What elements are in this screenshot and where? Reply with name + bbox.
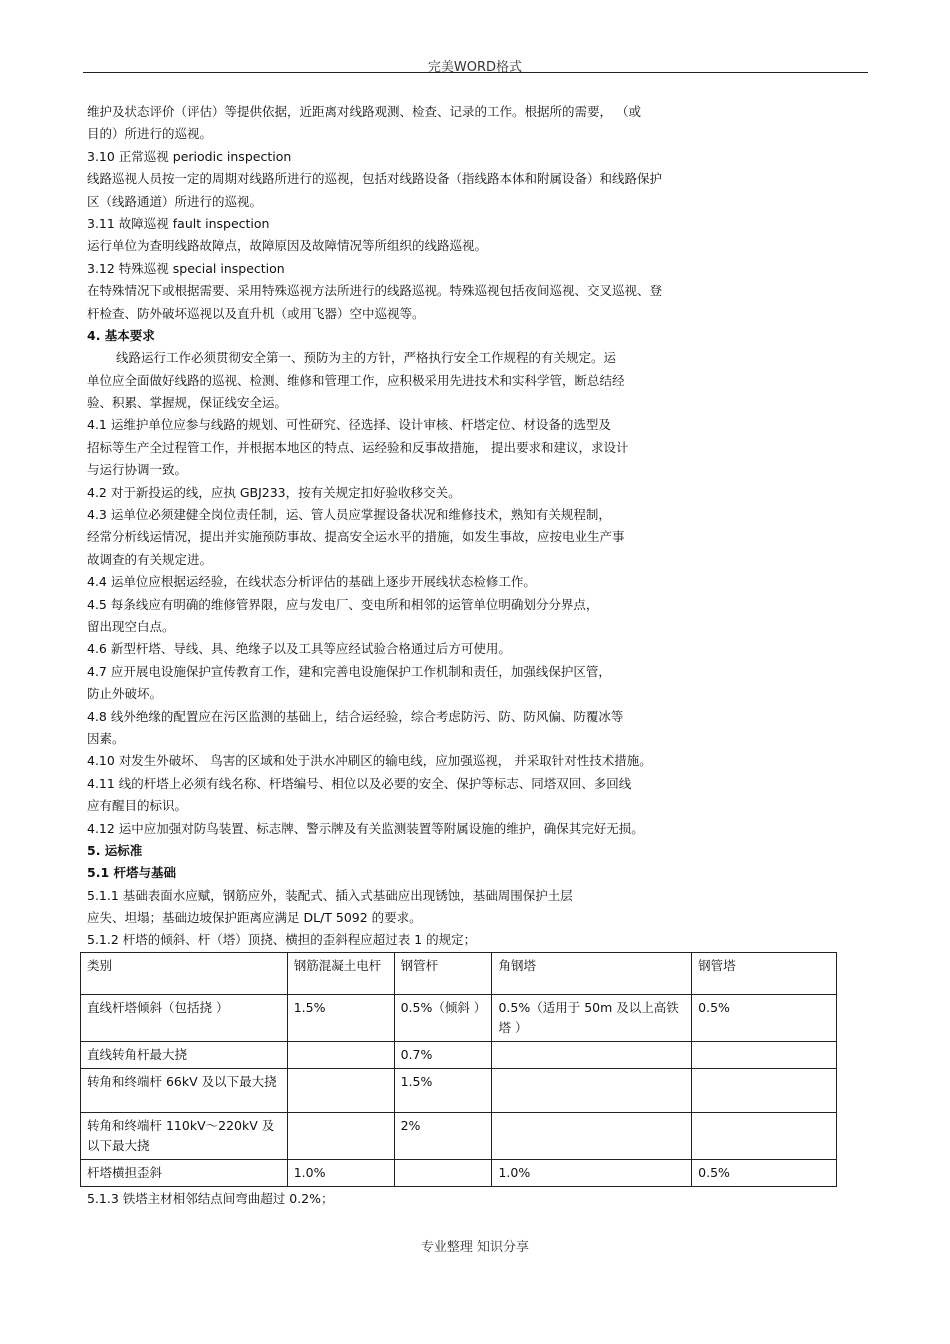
table-header-cell: 类别 [81,952,288,994]
chapter-heading: 4. 基本要求 [87,327,155,343]
text-line: 经常分析线运情况，提出并实施预防事故、提高安全运水平的措施，如发生事故，应按电业生产事 [87,529,625,545]
text-line: 4.8 线外绝缘的配置应在污区监测的基础上，结合运经验，综合考虑防污、防、防风偏、防覆冰等 [87,708,624,724]
table-header-cell: 钢管塔 [692,952,837,994]
table-cell: 转角和终端杆 66kV 及以下最大挠 [81,1068,288,1112]
table-cell: 杆塔横担歪斜 [81,1159,288,1186]
header-rule [83,72,868,73]
text-line: 4.6 新型杆塔、导线、具、绝缘子以及工具等应经试验合格通过后方可使用。 [87,641,511,657]
text-line: 杆检查、防外破坏巡视以及直升机（或用飞器）空中巡视等。 [87,305,425,321]
table-row [81,994,837,1041]
text-line: 防止外破坏。 [87,686,163,702]
table-cell [692,1041,837,1068]
table-header-row [81,952,837,994]
section-heading: 3.11 故障巡视 fault inspection [87,215,270,231]
text-line: 线路运行工作必须贯彻安全第一、预防为主的方针，严格执行安全工作规程的有关规定。运 [116,350,617,366]
table-cell: 直线转角杆最大挠 [81,1041,288,1068]
text-line: 4.3 运单位必须建健全岗位责任制，运、管人员应掌握设备状况和维修技术，熟知有关规程制， [87,507,611,523]
table-cell [287,1068,394,1112]
text-line: 4.12 运中应加强对防鸟装置、标志牌、警示牌及有关监测装置等附属设施的维护，确保其完好无损。 [87,820,644,836]
chapter-heading: 5. 运标准 [87,842,143,858]
section-heading: 5.1 杆塔与基础 [87,865,176,881]
text-line: 区（线路通道）所进行的巡视。 [87,193,263,209]
table-row [81,1068,837,1112]
table-cell: 0.5%（适用于 50m 及以上高铁塔 ） [492,994,692,1041]
text-line: 4.7 应开展电设施保护宣传教育工作，建和完善电设施保护工作机制和责任，加强线保护区管， [87,663,611,679]
table-caption: 5.1.2 杆塔的倾斜、杆（塔）顶挠、横担的歪斜程应超过表 1 的规定； [87,932,477,948]
table-cell: 1.0% [492,1159,692,1186]
table-cell: 0.5% [692,1159,837,1186]
table-row [81,1159,837,1186]
table-row [81,1041,837,1068]
text-line: 验、积累、掌握规，保证线安全运。 [87,395,288,411]
table-cell [492,1068,692,1112]
text-line: 维护及状态评价（评估）等提供依据，近距离对线路观测、检查、记录的工作。根据所的需要， （或 [87,104,641,119]
table-cell: 0.7% [394,1041,492,1068]
table-cell [692,1068,837,1112]
text-line: 4.5 每条线应有明确的维修管界限，应与发电厂、变电所和相邻的运管单位明确划分分界点， [87,596,599,612]
tolerance-table [80,952,837,1187]
text-line: 在特殊情况下或根据需要、采用特殊巡视方法所进行的线路巡视。特殊巡视包括夜间巡视、交叉巡视、登 [87,283,663,299]
text-line: 5.1.3 铁塔主材相邻结点间弯曲超过 0.2%； [87,1190,334,1206]
table-cell: 1.5% [287,994,394,1041]
text-line: 单位应全面做好线路的巡视、检测、维修和管理工作，应积极采用先进技术和实科学管，断总结经 [87,372,625,388]
text-line: 4.2 对于新投运的线，应执 GBJ233，按有关规定扣好验收移交关。 [87,484,461,500]
table-cell: 1.0% [287,1159,394,1186]
text-line: 5.1.1 基础表面水应赋，钢筋应外，装配式、插入式基础应出现锈蚀，基础周围保护土层 [87,887,573,903]
table-cell: 转角和终端杆 110kV～220kV 及以下最大挠 [81,1112,288,1159]
table-header-cell: 角钢塔 [492,952,692,994]
table-cell [287,1112,394,1159]
text-line: 应有醒目的标识。 [87,798,188,814]
table-cell: 1.5% [394,1068,492,1112]
text-line: 因素。 [87,730,125,746]
table-header-cell: 钢筋混凝土电杆 [287,952,394,994]
table-cell: 0.5% [692,994,837,1041]
table-cell [394,1159,492,1186]
table-cell: 2% [394,1112,492,1159]
table-row [81,1112,837,1159]
text-line: 4.11 线的杆塔上必须有线名称、杆塔编号、相位以及必要的安全、保护等标志、同塔双回、多回线 [87,775,632,791]
table-header-cell: 钢管杆 [394,952,492,994]
text-line: 留出现空白点。 [87,618,175,634]
text-line: 4.10 对发生外破坏、 鸟害的区域和处于洪水冲刷区的输电线，应加强巡视， 并采取针对性技术措施。 [87,753,652,769]
section-heading: 3.12 特殊巡视 special inspection [87,260,285,276]
table-cell [692,1112,837,1159]
page-header: 完美WORD格式 [427,60,523,75]
text-line: 应失、坦塌；基础边坡保护距离应满足 DL/T 5092 的要求。 [87,910,422,926]
text-line: 目的）所进行的巡视。 [87,126,213,142]
table-cell [492,1041,692,1068]
table-cell [492,1112,692,1159]
section-heading: 3.10 正常巡视 periodic inspection [87,148,292,164]
text-line: 线路巡视人员按一定的周期对线路所进行的巡视，包括对线路设备（指线路本体和附属设备）和线路保护 [87,171,663,187]
text-line: 招标等生产全过程管工作，并根据本地区的特点、运经验和反事故措施， 提出要求和建议，求设计 [87,439,629,455]
table-cell: 0.5%（倾斜 ） [394,994,492,1041]
table-cell [287,1041,394,1068]
document-body [87,101,877,1210]
text-line: 运行单位为查明线路故障点，故障原因及故障情况等所组织的线路巡视。 [87,238,488,254]
page-footer: 专业整理 知识分享 [420,1240,530,1255]
text-line: 4.1 运维护单位应参与线路的规划、可性研究、径选择、设计审核、杆塔定位、材设备的选型及 [87,417,611,433]
text-line: 故调查的有关规定进。 [87,551,213,567]
table-cell: 直线杆塔倾斜（包括挠 ） [81,994,288,1041]
text-line: 4.4 运单位应根据运经验，在线状态分析评估的基础上逐步开展线状态检修工作。 [87,574,536,590]
text-line: 与运行协调一致。 [87,462,188,478]
